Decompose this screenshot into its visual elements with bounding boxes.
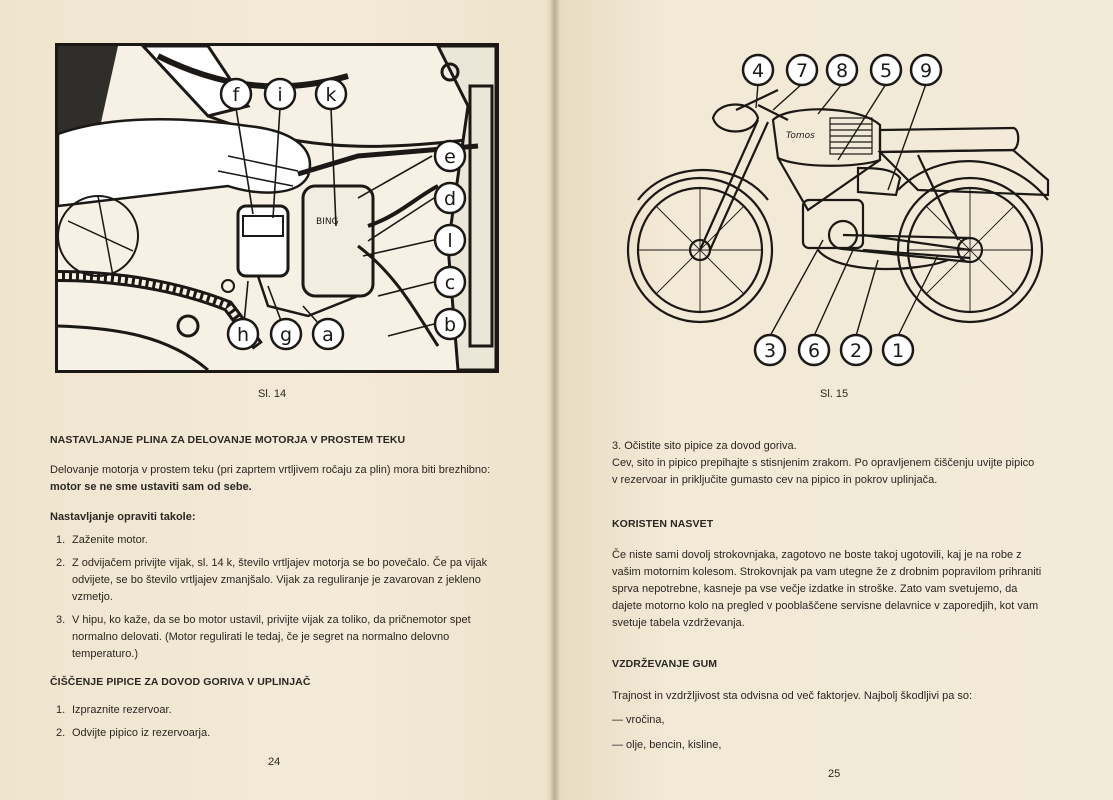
step-number: 1. (56, 704, 66, 716)
callout-1 (883, 335, 913, 365)
list-item (56, 725, 500, 742)
callout-d-label: d (443, 188, 457, 210)
figure-14-carburetor (55, 43, 499, 373)
page-number-left: 24 (268, 756, 281, 768)
callout-9-label: 9 (919, 60, 933, 82)
callout-4-label: 4 (751, 60, 765, 82)
figure-14-caption: Sl. 14 (258, 388, 287, 400)
callout-k (316, 79, 346, 109)
callout-a-label: a (322, 324, 334, 346)
list-item: — vročina, (612, 714, 665, 726)
list-item (56, 702, 500, 719)
page-number-right: 25 (828, 768, 841, 780)
paragraph-idle-text: Delovanje motorja v prostem teku (pri zaprtem vrtljivem ročaju za plin) mora biti brezhibno: (50, 464, 491, 476)
callout-7 (787, 55, 817, 85)
heading-fuel-tap: ČIŠČENJE PIPICE ZA DOVOD GORIVA V UPLINJAČ (50, 676, 311, 688)
figure-15-motorcycle (618, 50, 1068, 370)
heading-tire-maintenance: VZDRŽEVANJE GUM (612, 658, 718, 670)
step-3-text: Očistite sito pipice za dovod goriva. (624, 440, 797, 452)
paragraph-sito: Cev, sito in pipico prepihajte s stisnjenim zrakom. Po opravljenem čiščenju uvijte pipico v rezervoar in priključite gumasto cev na pipico in pokrov uplinjača. (612, 457, 1035, 486)
callout-h-label: h (236, 324, 250, 346)
callout-c (435, 267, 465, 297)
idle-steps-list (56, 532, 500, 669)
callout-8-label: 8 (835, 60, 849, 82)
paragraph-advice: Če niste sami dovolj strokovnjaka, zagotovo ne boste takoj ugotovili, kaj je na robe z vašim motornim kolesom. Strokovnjak pa vam utegne že z drobnim popravilom prihraniti sprva nepotrebne, kasneje pa vse večje izdatke in stroške. Zato vam svetujemo, da dajete motorno kolo na pregled v pooblaščene servisne delavnice v zaporedjih, kot vam svetuje tabela vzdrževanja. (612, 549, 1042, 629)
callout-1-label: 1 (891, 340, 905, 362)
callout-7-label: 7 (795, 60, 809, 82)
fuel-steps-list (56, 702, 500, 748)
paragraph-tires: Trajnost in vzdržljivost sta odvisna od več faktorjev. Najbolj škodljivi pa so: (612, 690, 973, 702)
step-3-line (612, 438, 1042, 455)
callout-f (221, 79, 251, 109)
step-text: Z odvijačem privijte vijak, sl. 14 k, število vrtljajev motorja se bo povečalo. Če pa vijak odvijete, se bo število vrtljajev zmanjšalo. Vijak za reguliranje je zavarovan z jekleno vzmetjo. (72, 557, 488, 603)
page-fold (551, 0, 559, 800)
callout-8 (827, 55, 857, 85)
callout-9 (911, 55, 941, 85)
callout-5-label: 5 (879, 60, 893, 82)
list-item (56, 532, 500, 549)
heading-idle-adjustment: NASTAVLJANJE PLINA ZA DELOVANJE MOTORJA V PROSTEM TEKU (50, 434, 406, 446)
callout-g-label: g (279, 324, 293, 346)
paragraph-idle (50, 462, 500, 496)
callout-4 (743, 55, 773, 85)
callout-i-label: i (277, 84, 283, 106)
step-number: 3. (56, 614, 66, 626)
callout-e-label: e (444, 146, 456, 168)
paragraph-idle-bold: motor se ne sme ustaviti sam od sebe. (50, 481, 252, 493)
list-item (56, 555, 500, 606)
callout-l-label: l (447, 230, 453, 252)
svg-text:BING: BING (316, 217, 339, 227)
step-text: Zaženite motor. (72, 534, 148, 546)
callout-b-label: b (443, 314, 457, 336)
callout-i (265, 79, 295, 109)
callout-d (435, 183, 465, 213)
callout-k-label: k (325, 84, 337, 106)
step-text: V hipu, ko kaže, da se bo motor ustavil, privijte vijak za toliko, da pričnemotor spet normalno delovati. (Motor regulirati le tedaj, če je segret na normalno delovno temperaturo.) (72, 614, 471, 660)
callout-2 (841, 335, 871, 365)
callout-5 (871, 55, 901, 85)
brand-text: Tomos (786, 131, 815, 141)
callout-6 (799, 335, 829, 365)
step-number: 2. (56, 727, 66, 739)
step-text: Odvijte pipico iz rezervoarja. (72, 727, 211, 739)
callout-g (271, 319, 301, 349)
callout-e (435, 141, 465, 171)
figure-15-caption: Sl. 15 (820, 388, 849, 400)
step-number: 2. (56, 557, 66, 569)
subheading-adjust: Nastavljanje opraviti takole: (50, 511, 196, 523)
carburetor-illustration (58, 46, 496, 370)
callout-a (313, 319, 343, 349)
motorcycle-illustration (618, 50, 1068, 370)
callout-b (435, 309, 465, 339)
step-number: 1. (56, 534, 66, 546)
callout-c-label: c (444, 272, 456, 294)
callout-3-label: 3 (763, 340, 777, 362)
list-item: — olje, bencin, kisline, (612, 739, 722, 751)
step-3-number: 3. (612, 440, 622, 452)
callout-6-label: 6 (807, 340, 821, 362)
callout-3 (755, 335, 785, 365)
callout-f-label: f (232, 84, 240, 106)
callout-h (228, 319, 258, 349)
heading-useful-advice: KORISTEN NASVET (612, 518, 714, 530)
tire-hazards-list (612, 712, 721, 762)
step-text: Izpraznite rezervoar. (72, 704, 172, 716)
callout-2-label: 2 (849, 340, 863, 362)
list-item (56, 612, 500, 663)
callout-l (435, 225, 465, 255)
